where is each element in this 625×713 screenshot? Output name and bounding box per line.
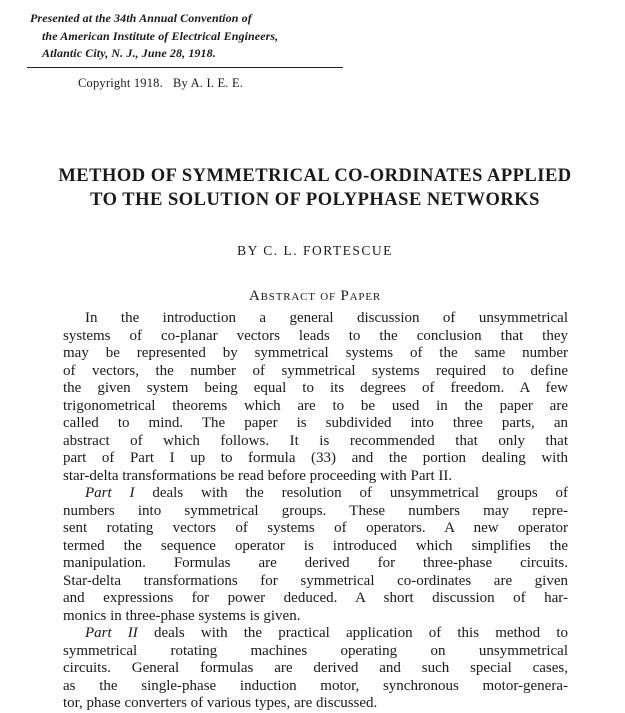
abstract-line: manipulation. Formulas are derived for three-phase circuits. xyxy=(63,555,568,571)
abstract-line: and expressions for power deduced. A short discussion of har- xyxy=(63,590,568,606)
abstract-line xyxy=(63,625,568,643)
abstract-line: abstract of which follows. It is recommended that only that xyxy=(63,432,568,449)
abstract-line: star-delta transformations be read before proceeding with Part II. xyxy=(63,467,453,484)
paper-title xyxy=(20,164,610,212)
part-label: Part II xyxy=(85,625,138,641)
abstract-heading: Abstract of Paper xyxy=(249,288,381,304)
abstract-line: as the single-phase induction motor, synchronous motor-genera- xyxy=(63,677,568,694)
copyright-text: Copyright 1918. xyxy=(78,76,163,90)
abstract-line: termed the sequence operator is introduced which simplifies the xyxy=(63,537,568,554)
abstract-line: may be represented by symmetrical systems of the same number xyxy=(63,345,568,361)
abstract-line: trigonometrical theorems which are to be used in the paper are xyxy=(63,397,568,414)
abstract-line: systems of co-planar vectors leads to the conclusion that they xyxy=(63,327,568,344)
presentation-note-line: the American Institute of Electrical Engineers, xyxy=(42,28,279,43)
header-divider xyxy=(27,67,343,68)
abstract-line: circuits. General formulas are derived and such special cases, xyxy=(63,660,568,676)
presentation-note xyxy=(30,10,345,63)
abstract-line: called to mind. The paper is subdivided into three parts, an xyxy=(63,415,568,431)
paper-title-line: METHOD OF SYMMETRICAL CO-ORDINATES APPLIED xyxy=(58,166,572,186)
abstract-line-text: deals with the resolution of unsymmetrical groups of xyxy=(134,485,568,501)
abstract-line: numbers into symmetrical groups. These numbers may repre- xyxy=(63,502,568,519)
abstract-line xyxy=(63,485,568,503)
abstract-line: sent rotating vectors of systems of operators. A new operator xyxy=(63,520,568,536)
copyright-line xyxy=(78,76,243,91)
abstract-line: Star-delta transformations for symmetrical co-ordinates are given xyxy=(63,572,568,589)
abstract-line: the given system being equal to its degrees of freedom. A few xyxy=(63,380,568,396)
part-label: Part I xyxy=(85,485,135,501)
abstract-line: symmetrical rotating machines operating on unsymmetrical xyxy=(63,642,568,659)
copyright-by: By A. I. E. E. xyxy=(172,76,244,90)
abstract-line: part of Part I up to formula (33) and the portion dealing with xyxy=(63,450,568,466)
abstract-line: of vectors, the number of symmetrical systems required to define xyxy=(63,362,568,379)
abstract-line: tor, phase converters of various types, are discussed. xyxy=(63,695,378,711)
abstract-body xyxy=(63,310,568,713)
presentation-note-line: Atlantic City, N. J., June 28, 1918. xyxy=(42,46,216,60)
presentation-note-line: Presented at the 34th Annual Convention of xyxy=(30,11,252,25)
paper-title-line: TO THE SOLUTION OF POLYPHASE NETWORKS xyxy=(90,190,540,210)
abstract-line-text: deals with the practical application of this method to xyxy=(137,625,568,641)
paper-author: BY C. L. FORTESCUE xyxy=(237,243,393,258)
abstract-line: In the introduction a general discussion of unsymmetrical xyxy=(85,310,568,326)
abstract-line: monics in three-phase systems is given. xyxy=(63,607,301,624)
